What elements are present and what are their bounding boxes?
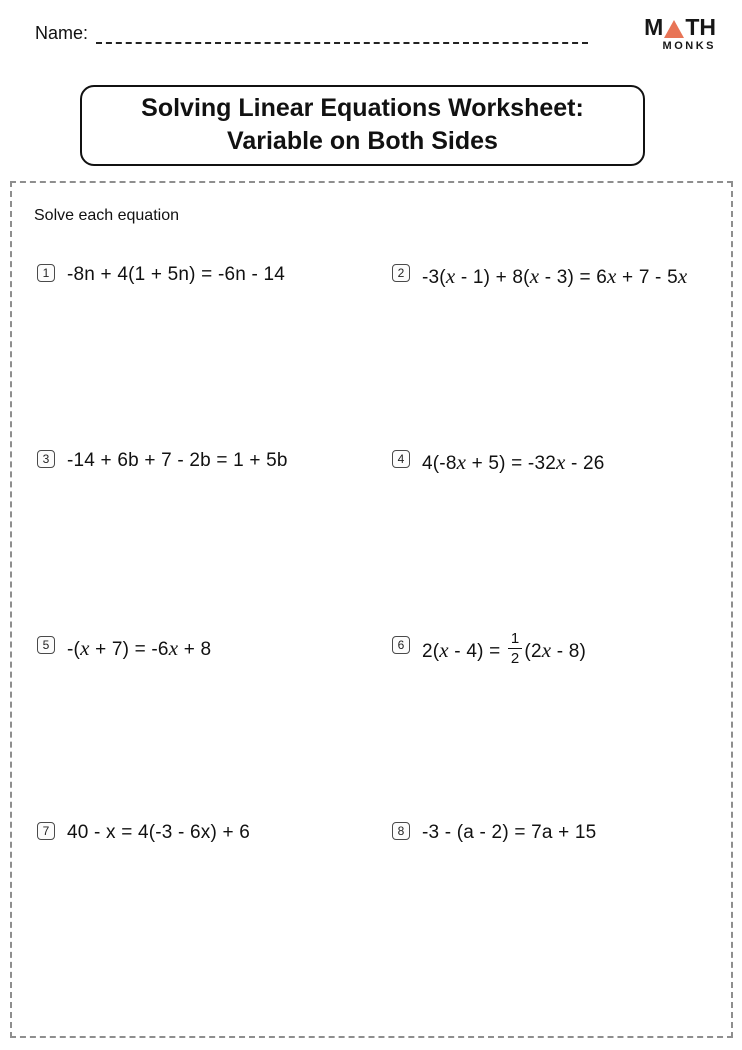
problem-2 [392,261,731,292]
equation-text: 2(x - 4) = $\frac{1}{2}$ (2x - 8) [422,630,587,668]
equation-text: -(x + 7) = -6x + 8 [67,636,212,660]
math-monks-logo [644,16,716,52]
equation-text: 40 - x = 4(-3 - 6x) + 6 [67,822,251,843]
problem-number-badge: 7 [37,822,55,840]
instruction-text: Solve each equation [34,207,179,224]
problem-number-badge: 5 [37,636,55,654]
problem-number-badge: 6 [392,636,410,654]
problems-container [10,181,733,1038]
logo-monks-text: MONKS [662,40,716,52]
problems-grid [37,261,731,1005]
problem-5 [37,633,392,664]
fraction: $\frac{1}{2}$ [508,630,523,668]
problem-3 [37,447,392,475]
equation-text: 4(-8x + 5) = -32x - 26 [422,450,605,474]
problem-8 [392,819,731,847]
title-line-2: Variable on Both Sides [227,126,498,155]
equation-text: -3 - (a - 2) = 7a + 15 [422,822,597,843]
logo-triangle-icon [664,20,684,38]
name-input-line[interactable] [96,22,588,44]
problem-6 [392,630,731,671]
logo-letters-th: TH [685,14,716,40]
problem-number-badge: 2 [392,264,410,282]
worksheet-title-box [80,85,645,166]
problem-1 [37,261,392,289]
problem-number-badge: 3 [37,450,55,468]
logo-wordmark [644,16,716,39]
problem-number-badge: 8 [392,822,410,840]
title-line-1: Solving Linear Equations Worksheet: [141,94,584,122]
name-row [35,22,588,44]
problem-number-badge: 4 [392,450,410,468]
problem-7 [37,819,392,847]
equation-text: -8n + 4(1 + 5n) = -6n - 14 [67,264,286,285]
equation-text: -14 + 6b + 7 - 2b = 1 + 5b [67,450,288,471]
name-label: Name: [35,23,89,43]
problem-4 [392,447,731,478]
logo-letter-m: M [644,14,664,40]
problem-number-badge: 1 [37,264,55,282]
equation-text: -3(x - 1) + 8(x - 3) = 6x + 7 - 5x [422,264,688,288]
